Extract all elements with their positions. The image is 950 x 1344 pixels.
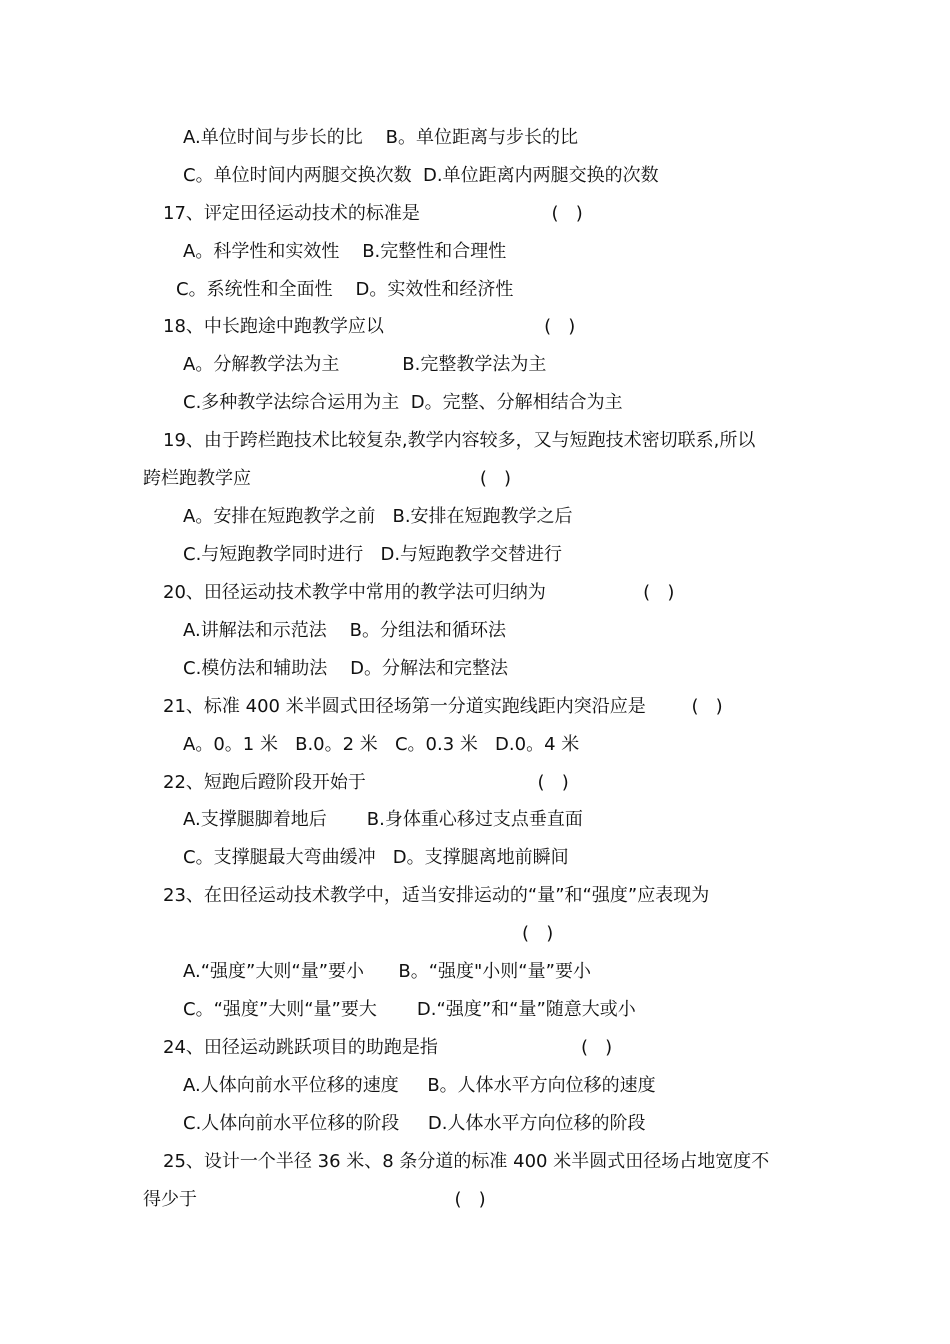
option-line-21: A。0。1 米 B.0。2 米 C。0.3 米 D.0。4 米 [183, 734, 580, 755]
question-17: 17、评定田径运动技术的标准是 ( ) [163, 203, 583, 224]
question-24: 24、田径运动跳跃项目的助跑是指 ( ) [163, 1037, 613, 1058]
question-20: 20、田径运动技术教学中常用的教学法可归纳为 ( ) [163, 582, 675, 603]
question-19-line-1: 19、由于跨栏跑技术比较复杂,教学内容较多，又与短跑技术密切联系,所以 [163, 430, 756, 451]
question-25-line-1: 25、设计一个半径 36 米、8 条分道的标准 400 米半圆式田径场占地宽度不 [163, 1151, 770, 1172]
option-line-20cd: C.模仿法和辅助法 D。分解法和完整法 [183, 658, 509, 679]
question-22: 22、短跑后蹬阶段开始于 ( ) [163, 772, 569, 793]
option-line-22cd: C。支撑腿最大弯曲缓冲 D。支撑腿离地前瞬间 [183, 847, 569, 868]
option-line-16ab: A.单位时间与步长的比 B。单位距离与步长的比 [183, 127, 578, 148]
question-18: 18、中长跑途中跑教学应以 ( ) [163, 316, 576, 337]
option-line-16cd: C。单位时间内两腿交换次数 D.单位距离内两腿交换的次数 [183, 165, 659, 186]
option-line-20ab: A.讲解法和示范法 B。分组法和循环法 [183, 620, 506, 641]
option-line-23ab: A.“强度”大则“量”要小 B。“强度"小则“量”要小 [183, 961, 591, 982]
question-23-answer-blank: ( ) [522, 923, 554, 944]
option-line-17ab: A。科学性和实效性 B.完整性和合理性 [183, 241, 507, 262]
option-line-18ab: A。分解教学法为主 B.完整教学法为主 [183, 354, 547, 375]
question-21: 21、标准 400 米半圆式田径场第一分道实跑线距内突沿应是 ( ) [163, 696, 723, 717]
option-line-17cd: C。系统性和全面性 D。实效性和经济性 [176, 279, 514, 300]
option-line-23cd: C。“强度”大则“量”要大 D.“强度”和“量”随意大或小 [183, 999, 636, 1020]
option-line-18cd: C.多种教学法综合运用为主 D。完整、分解相结合为主 [183, 392, 623, 413]
option-line-22ab: A.支撑腿脚着地后 B.身体重心移过支点垂直面 [183, 809, 583, 830]
question-23: 23、在田径运动技术教学中，适当安排运动的“量”和“强度”应表现为 [163, 885, 710, 906]
question-25-line-2: 得少于 ( ) [143, 1189, 486, 1210]
option-line-19ab: A。安排在短跑教学之前 B.安排在短跑教学之后 [183, 506, 573, 527]
option-line-24ab: A.人体向前水平位移的速度 B。人体水平方向位移的速度 [183, 1075, 656, 1096]
option-line-24cd: C.人体向前水平位移的阶段 D.人体水平方向位移的阶段 [183, 1113, 646, 1134]
question-19-line-2: 跨栏跑教学应 ( ) [143, 468, 512, 489]
option-line-19cd: C.与短跑教学同时进行 D.与短跑教学交替进行 [183, 544, 563, 565]
